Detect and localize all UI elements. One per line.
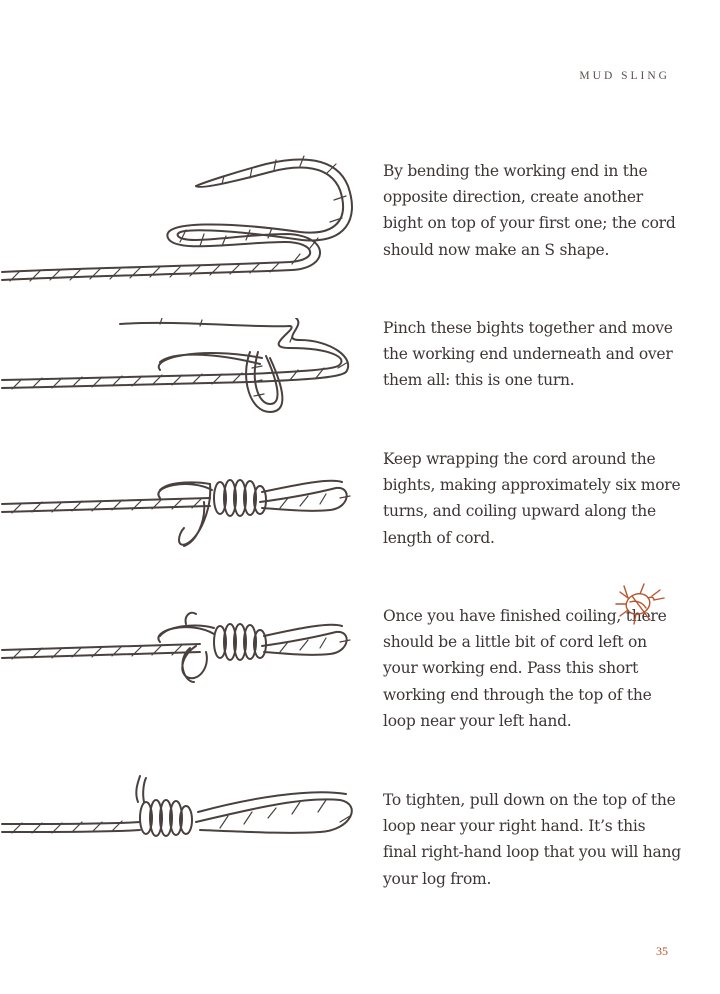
step-3-text: Keep wrapping the cord around the bights, making approximately six more turns, and coiling upward along the length of cord. xyxy=(383,450,681,547)
beetle-icon xyxy=(610,580,670,630)
rope-knot-illustration-4 xyxy=(2,613,350,682)
step-1-text: By bending the working end in the opposite direction, create another bight on top of your first one; the cord should now make an S shape. xyxy=(383,162,676,259)
rope-illustration-step-3 xyxy=(0,468,370,558)
running-header: MUD SLING xyxy=(579,70,670,82)
rope-knot-illustration-2 xyxy=(2,318,348,412)
rope-knot-illustration-3 xyxy=(2,480,350,546)
rope-knot-illustration-5 xyxy=(2,776,352,836)
step-5-text: To tighten, pull down on the top of the loop near your right hand. It’s this final right-hand loop that you will hang your log from. xyxy=(383,791,681,888)
step-4-text: Once you have finished coiling, there should be a little bit of cord left on your working end. Pass this short working end through the top of the loop near your left hand. xyxy=(383,607,667,730)
rope-illustration-step-1 xyxy=(0,150,370,290)
rope-illustration-step-4 xyxy=(0,606,370,696)
page-number: 35 xyxy=(656,944,668,958)
rope-illustration-step-5 xyxy=(0,772,370,872)
step-2-text: Pinch these bights together and move the working end underneath and over them all: this is one turn. xyxy=(383,319,673,390)
rope-illustration-step-2 xyxy=(0,318,370,428)
rope-knot-illustration-1 xyxy=(2,156,352,281)
